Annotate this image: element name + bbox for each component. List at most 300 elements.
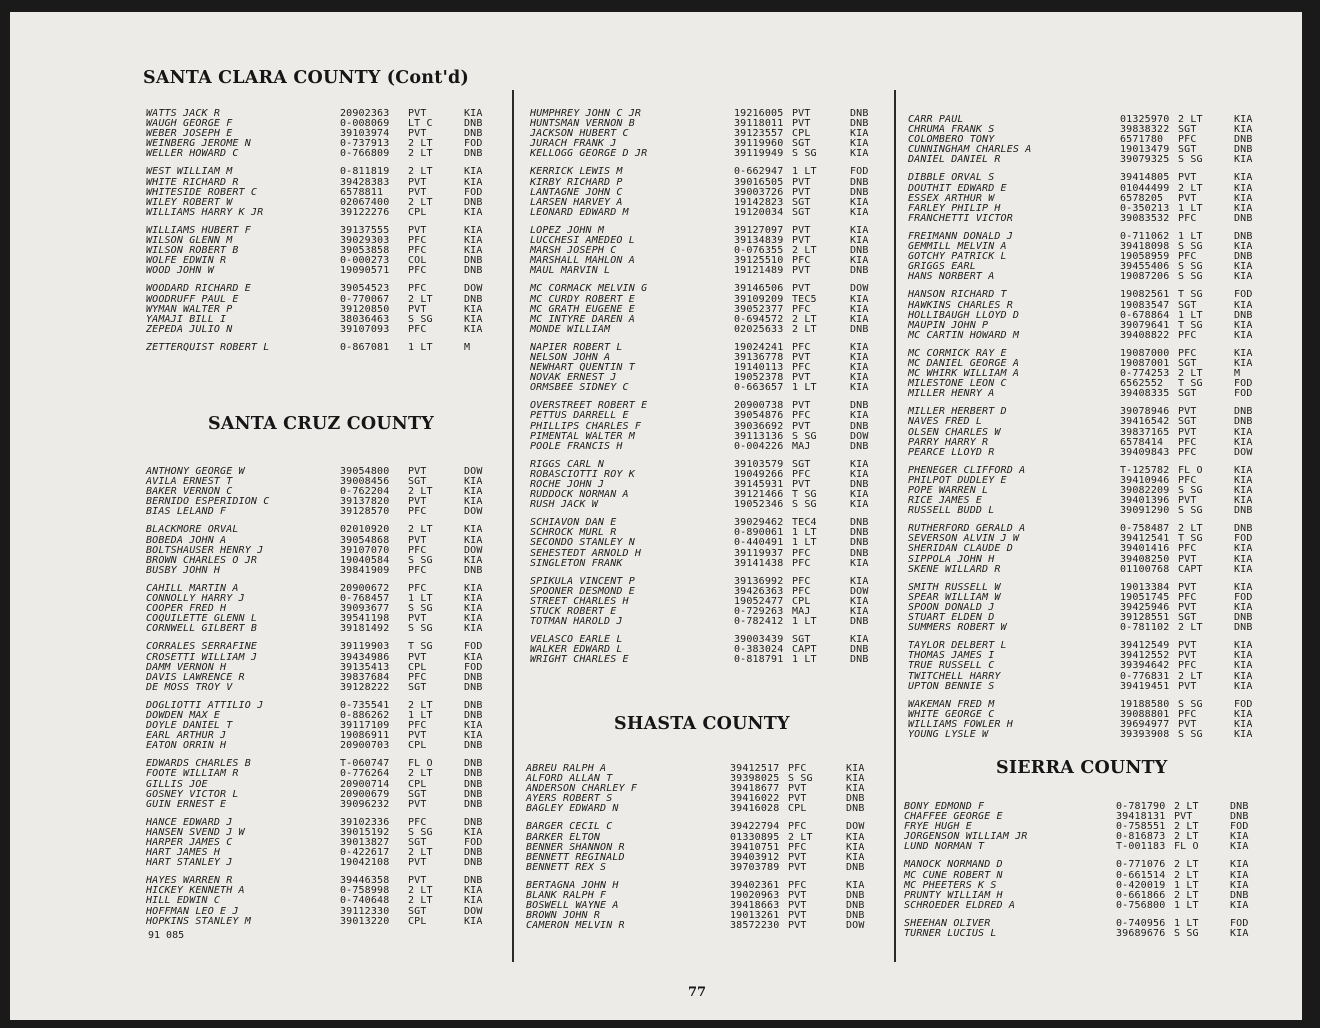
grade: S SG [408, 826, 433, 838]
status: DNB [1234, 612, 1253, 624]
status: KIA [846, 841, 865, 853]
status: KIA [464, 534, 483, 546]
status: DNB [850, 517, 869, 529]
name: SKENE WILLARD R [908, 563, 1001, 575]
status: DNB [464, 798, 483, 810]
status: DOW [846, 821, 865, 833]
status: DNB [1230, 889, 1249, 901]
serial-number: T-125782 [1120, 464, 1170, 476]
grade: SGT [408, 837, 427, 848]
status: KIA [464, 166, 483, 178]
serial-number: 39135413 [340, 661, 390, 673]
name: CUNNINGHAM CHARLES A [908, 144, 1032, 156]
serial-number: 19042108 [340, 857, 390, 869]
name: OLSEN CHARLES W [908, 426, 1001, 438]
grade: PVT [792, 235, 811, 247]
status: DOW [846, 920, 865, 932]
status: KIA [850, 595, 869, 607]
name: HOFFMAN LEO E J [146, 905, 239, 917]
grade: 2 LT [1178, 182, 1203, 194]
name: FRYE HUGH E [904, 821, 972, 833]
status: DNB [1234, 251, 1253, 263]
name: TOTMAN HAROLD J [530, 616, 623, 628]
name: WEBER JOSEPH E [146, 128, 233, 140]
grade: PVT [408, 730, 427, 742]
grade: 2 LT [1178, 622, 1203, 634]
serial-number: 39428383 [340, 176, 390, 188]
serial-number: 0-756800 [1116, 899, 1166, 911]
grade: SGT [792, 458, 811, 470]
serial-number: 0-771076 [1116, 859, 1166, 871]
name: SEVERSON ALVIN J W [908, 533, 1020, 545]
status: DNB [1234, 622, 1253, 634]
grade: PFC [792, 468, 811, 480]
name: CHAFFEE GEORGE E [904, 811, 1003, 823]
name: KERRICK LEWIS M [530, 166, 623, 178]
grade: 2 LT [1178, 368, 1203, 380]
serial-number: 0-811819 [340, 166, 390, 178]
serial-number: 0-776264 [340, 768, 390, 780]
status: DNB [1230, 801, 1249, 812]
serial-number: 0-768457 [340, 593, 390, 605]
status: DNB [1234, 230, 1253, 242]
name: BENNETT REX S [526, 861, 607, 873]
serial-number: 39455406 [1120, 261, 1170, 273]
status: DNB [850, 108, 869, 119]
grade: S SG [408, 313, 433, 325]
name: CARR PAUL [908, 114, 964, 125]
status: KIA [464, 826, 483, 838]
status: DNB [1234, 144, 1253, 156]
name: PIMENTAL WALTER M [530, 430, 635, 442]
serial-number: 0-350213 [1120, 202, 1170, 214]
status: DNB [846, 803, 865, 815]
status: KIA [1234, 436, 1253, 448]
serial-number: 02010920 [340, 524, 390, 536]
serial-number: 0-758551 [1116, 821, 1166, 833]
status: DNB [850, 654, 869, 666]
serial-number: 39703789 [730, 861, 780, 873]
name: SHEEHAN OLIVER [904, 917, 991, 929]
serial-number: 39403912 [730, 851, 780, 863]
grade: PVT [1178, 426, 1197, 438]
name: BENNETT REGINALD [526, 851, 625, 863]
name: TAYLOR DELBERT L [908, 640, 1007, 652]
status: KIA [850, 634, 869, 646]
name: LUCCHESI AMEDEO L [530, 235, 635, 247]
grade: PFC [1178, 347, 1197, 359]
grade: 1 LT [1174, 899, 1199, 911]
grade: CPL [408, 740, 427, 752]
name: MILLER HERBERT D [908, 406, 1007, 418]
name: MAUPIN JOHN P [908, 319, 989, 331]
grade: 2 LT [408, 847, 433, 859]
name: AYERS ROBERT S [526, 793, 613, 805]
serial-number: 0-663657 [734, 382, 784, 394]
status: DOW [464, 544, 483, 556]
serial-number: 0-774253 [1120, 368, 1170, 380]
name: MC CORMACK MELVIN G [530, 283, 648, 295]
status: DNB [850, 547, 869, 559]
grade: PVT [408, 496, 427, 508]
status: DNB [850, 265, 869, 277]
grade: S SG [792, 499, 817, 511]
name: CONNOLLY HARRY J [146, 593, 245, 605]
grade: 1 LT [792, 527, 817, 539]
serial-number: 20900714 [340, 778, 390, 790]
name: MC WHIRK WILLIAM A [908, 368, 1020, 380]
grade: S SG [788, 773, 813, 785]
serial-number: 39091290 [1120, 505, 1170, 517]
serial-number: 39054868 [340, 534, 390, 546]
name: BERTAGNA JOHN H [526, 879, 619, 891]
status: DNB [464, 778, 483, 790]
name: COOPER FRED H [146, 603, 227, 615]
status: KIA [464, 524, 483, 536]
grade: SGT [792, 196, 811, 208]
grade: PVT [408, 613, 427, 625]
status: KIA [1234, 563, 1253, 575]
name: EATON ORRIN H [146, 740, 227, 752]
status: KIA [464, 554, 483, 566]
serial-number: 39134839 [734, 235, 784, 247]
name: HAYES WARREN R [146, 875, 233, 887]
serial-number: 38036463 [340, 313, 390, 325]
grade: PFC [792, 362, 811, 374]
grade: T SG [1178, 378, 1203, 390]
status: KIA [850, 362, 869, 374]
status: DNB [464, 875, 483, 887]
serial-number: 39119960 [734, 138, 784, 150]
name: MC CARTIN HOWARD M [908, 329, 1020, 341]
status: DOW [464, 283, 483, 295]
name: WAUGH GEORGE F [146, 118, 233, 130]
name: NAVES FRED L [908, 416, 983, 428]
status: KIA [850, 468, 869, 480]
serial-number: 0-867081 [340, 341, 390, 353]
grade: PVT [1178, 495, 1197, 507]
status: DNB [850, 537, 869, 549]
status: KIA [850, 557, 869, 569]
serial-number: 0-422617 [340, 847, 390, 859]
serial-number: 19058959 [1120, 251, 1170, 263]
status: KIA [464, 313, 483, 325]
serial-number: 19052477 [734, 595, 784, 607]
serial-number: 39102336 [340, 816, 390, 828]
grade: PVT [1178, 601, 1197, 613]
status: DNB [850, 527, 869, 539]
status: KIA [850, 255, 869, 267]
serial-number: 39401396 [1120, 495, 1170, 507]
grade: PVT [792, 420, 811, 432]
name: PRUNTY WILLIAM H [904, 889, 1003, 901]
name: LEONARD EDWARD M [530, 206, 629, 218]
name: MILLER HENRY A [908, 388, 995, 400]
grade: SGT [1178, 357, 1197, 369]
serial-number: 39120850 [340, 303, 390, 315]
grade: 2 LT [792, 313, 817, 325]
name: BARGER CECIL C [526, 821, 613, 833]
serial-number: 39052377 [734, 303, 784, 315]
serial-number: 19049266 [734, 468, 784, 480]
status: KIA [1230, 831, 1249, 843]
status: KIA [1234, 640, 1253, 652]
serial-number: 19087001 [1120, 357, 1170, 369]
name: DOYLE DANIEL T [146, 720, 233, 732]
name: SCHIAVON DAN E [530, 517, 617, 529]
name: DAVIS LAWRENCE R [146, 671, 245, 683]
name: MARSH JOSEPH C [530, 245, 617, 257]
name: HARPER JAMES C [146, 837, 233, 848]
grade: PVT [788, 851, 807, 863]
grade: 2 LT [408, 293, 433, 305]
name: SCHROEDER ELDRED A [904, 899, 1016, 911]
serial-number: 0-740956 [1116, 917, 1166, 929]
grade: 2 LT [1178, 523, 1203, 535]
grade: PFC [1178, 436, 1197, 448]
name: ROBASCIOTTI ROY K [530, 468, 635, 480]
serial-number: 0-737913 [340, 138, 390, 150]
serial-number: 0-008069 [340, 118, 390, 130]
name: GEMMILL MELVIN A [908, 241, 1007, 253]
grade: PVT [408, 128, 427, 140]
name: PHENEGER CLIFFORD A [908, 464, 1026, 476]
serial-number: 39426363 [734, 585, 784, 597]
grade: SGT [792, 138, 811, 150]
grade: PVT [1178, 718, 1197, 730]
grade: 2 LT [1178, 670, 1203, 682]
serial-number: 39003726 [734, 186, 784, 198]
name: MC CURDY ROBERT E [530, 293, 635, 305]
grade: PVT [408, 224, 427, 236]
status: KIA [1234, 728, 1253, 740]
grade: 1 LT [792, 166, 817, 178]
section-heading: SIERRA COUNTY [996, 758, 1168, 778]
name: BLANK RALPH F [526, 890, 607, 902]
serial-number: 19013261 [730, 910, 780, 922]
name: VELASCO EARLE L [530, 634, 623, 646]
name: NOVAK ERNEST J [530, 372, 617, 384]
name: ALFORD ALLAN T [526, 773, 613, 785]
name: WHITE GEORGE C [908, 708, 995, 720]
status: KIA [464, 623, 483, 635]
status: KIA [1230, 869, 1249, 881]
serial-number: 6578414 [1120, 436, 1164, 448]
column-divider [894, 90, 896, 962]
serial-number: 0-740648 [340, 895, 390, 907]
serial-number: 39112330 [340, 905, 390, 917]
status: KIA [1234, 329, 1253, 341]
name: DOWDEN MAX E [146, 709, 221, 721]
grade: PVT [792, 265, 811, 277]
grade: PVT [408, 466, 427, 477]
serial-number: 39402361 [730, 879, 780, 891]
serial-number: 39416028 [730, 803, 780, 815]
name: SPOONER DESMOND E [530, 585, 635, 597]
status: DOW [850, 585, 869, 597]
grade: PFC [408, 265, 427, 277]
name: YOUNG LYSLE W [908, 728, 989, 740]
name: WILSON ROBERT B [146, 245, 239, 257]
serial-number: 39145931 [734, 479, 784, 490]
serial-number: 39394642 [1120, 660, 1170, 672]
status: KIA [846, 783, 865, 795]
grade: 1 LT [792, 654, 817, 666]
name: PETTUS DARRELL E [530, 410, 629, 422]
status: KIA [464, 224, 483, 236]
serial-number: 39414805 [1120, 172, 1170, 184]
name: CAHILL MARTIN A [146, 582, 239, 594]
name: MC CORMICK RAY E [908, 347, 1007, 359]
name: ESSEX ARTHUR W [908, 192, 995, 204]
status: KIA [846, 851, 865, 863]
serial-number: 0-818791 [734, 654, 784, 666]
name: WILEY ROBERT W [146, 196, 233, 208]
grade: 1 LT [1178, 230, 1203, 242]
name: COLOMBERO TONY [908, 134, 995, 146]
status: FOD [1234, 698, 1253, 710]
serial-number: 39013220 [340, 915, 390, 927]
serial-number: 39419451 [1120, 680, 1170, 692]
serial-number: 38572230 [730, 920, 780, 932]
status: DNB [464, 740, 483, 752]
name: FREIMANN DONALD J [908, 230, 1013, 242]
grade: PFC [1178, 329, 1197, 341]
status: KIA [1234, 464, 1253, 476]
status: KIA [1234, 601, 1253, 613]
status: M [1234, 368, 1241, 380]
name: SUMMERS ROBERT W [908, 622, 1007, 634]
status: DNB [850, 440, 869, 452]
serial-number: 39137555 [340, 224, 390, 236]
status: KIA [850, 372, 869, 384]
serial-number: 39103579 [734, 458, 784, 470]
grade: S SG [408, 603, 433, 615]
grade: CPL [408, 206, 427, 218]
status: DOW [464, 905, 483, 917]
grade: PVT [792, 372, 811, 384]
serial-number: 39107093 [340, 323, 390, 335]
serial-number: 0-735541 [340, 699, 390, 711]
serial-number: 39418098 [1120, 241, 1170, 253]
serial-number: 19216005 [734, 108, 784, 119]
grade: PFC [788, 763, 807, 774]
status: DNB [846, 861, 865, 873]
grade: PFC [408, 323, 427, 335]
status: KIA [464, 895, 483, 907]
grade: CPL [408, 661, 427, 673]
grade: 1 LT [408, 593, 433, 605]
name: BROWN JOHN R [526, 910, 601, 922]
serial-number: 20900679 [340, 788, 390, 800]
grade: PVT [1178, 680, 1197, 692]
grade: 2 LT [1174, 859, 1199, 871]
serial-number: 39841909 [340, 564, 390, 576]
name: CAMERON MELVIN R [526, 920, 625, 932]
status: FOD [1230, 821, 1249, 833]
bleed-through-text [1018, 66, 1023, 84]
status: KIA [1234, 192, 1253, 204]
status: KIA [1234, 202, 1253, 214]
status: KIA [846, 763, 865, 774]
name: SCHROCK MURL R [530, 527, 617, 539]
name: WOODARD RICHARD E [146, 283, 251, 295]
name: MC CUNE ROBERT N [904, 869, 1003, 881]
name: OVERSTREET ROBERT E [530, 400, 648, 412]
page-number: 77 [688, 985, 707, 1000]
name: MARSHALL MAHLON A [530, 255, 635, 267]
grade: PFC [1178, 708, 1197, 720]
serial-number: 19024241 [734, 341, 784, 353]
serial-number: 39128222 [340, 681, 390, 693]
name: JURACH FRANK J [530, 138, 617, 150]
grade: PVT [408, 857, 427, 869]
grade: PFC [792, 585, 811, 597]
name: RUSH JACK W [530, 499, 598, 511]
grade: PFC [408, 235, 427, 247]
name: CORNWELL GILBERT B [146, 623, 258, 635]
serial-number: 39118011 [734, 118, 784, 130]
status: DNB [850, 420, 869, 432]
name: BAGLEY EDWARD N [526, 803, 619, 815]
serial-number: 39416542 [1120, 416, 1170, 428]
name: BIAS LELAND F [146, 506, 227, 518]
grade: S SG [1178, 261, 1203, 273]
status: KIA [1234, 426, 1253, 438]
grade: PFC [408, 720, 427, 732]
status: FOD [1234, 533, 1253, 545]
name: JORGENSON WILLIAM JR [904, 831, 1028, 843]
serial-number: 39107070 [340, 544, 390, 556]
grade: PVT [1178, 581, 1197, 593]
grade: PVT [792, 118, 811, 130]
name: MC PHEETERS K S [904, 879, 997, 891]
status: FOD [464, 186, 483, 198]
status: KIA [464, 176, 483, 188]
status: KIA [1234, 114, 1253, 125]
name: ZEPEDA JULIO N [146, 323, 233, 335]
status: DNB [464, 768, 483, 780]
serial-number: 39128570 [340, 506, 390, 518]
status: KIA [464, 323, 483, 335]
grade: PFC [408, 564, 427, 576]
name: STUART ELDEN D [908, 612, 995, 624]
status: DOW [464, 506, 483, 518]
grade: 2 LT [788, 831, 813, 843]
status: DNB [1234, 212, 1253, 224]
grade: PVT [408, 875, 427, 887]
serial-number: 19087000 [1120, 347, 1170, 359]
name: SINGLETON FRANK [530, 557, 623, 569]
serial-number: 19052346 [734, 499, 784, 511]
serial-number: T-060747 [340, 758, 390, 770]
grade: PVT [408, 108, 427, 119]
footer-code: 91 085 [148, 930, 185, 941]
serial-number: 39125510 [734, 255, 784, 267]
grade: PFC [408, 582, 427, 594]
serial-number: 39137820 [340, 496, 390, 508]
status: FOD [464, 837, 483, 848]
status: DNB [464, 671, 483, 683]
status: DOW [850, 430, 869, 442]
grade: PFC [408, 506, 427, 518]
grade: PFC [792, 341, 811, 353]
grade: PFC [408, 816, 427, 828]
name: MANOCK NORMAND D [904, 859, 1003, 871]
grade: SGT [1178, 388, 1197, 400]
status: KIA [1234, 319, 1253, 331]
serial-number: 19188580 [1120, 698, 1170, 710]
